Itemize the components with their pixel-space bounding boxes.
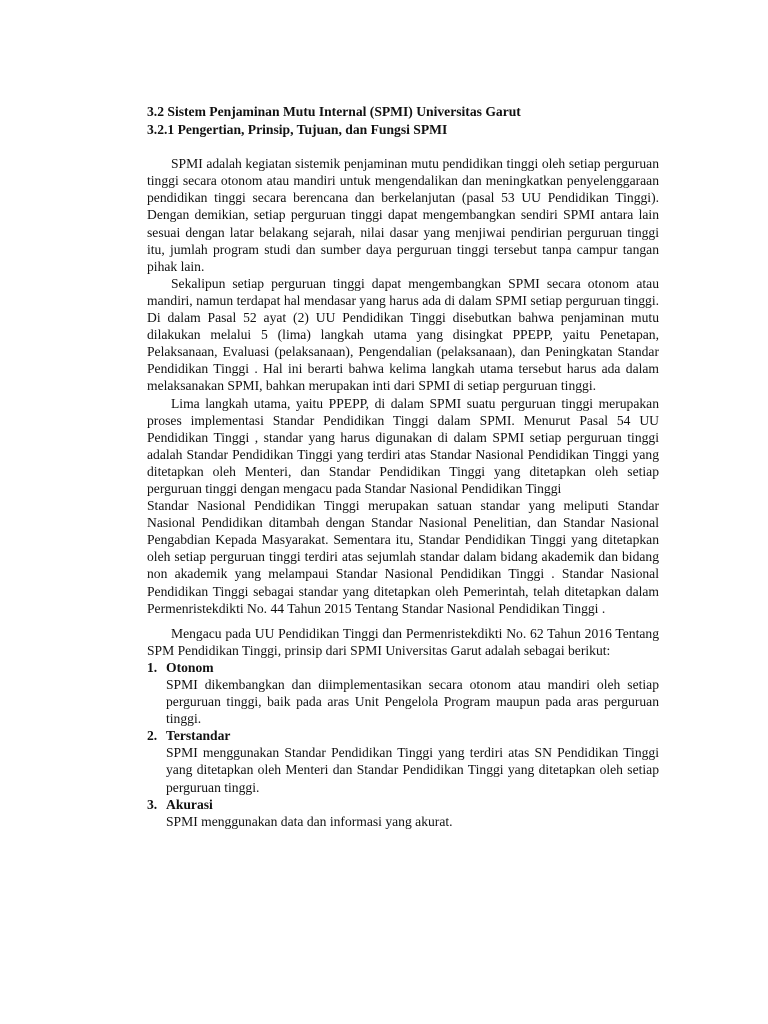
section-heading: 3.2 Sistem Penjaminan Mutu Internal (SPMI) Universitas Garut xyxy=(147,104,521,119)
list-item-description: SPMI menggunakan Standar Pendidikan Tinggi yang terdiri atas SN Pendidikan Tinggi yang ditetapkan oleh Menteri dan Standar Pendidikan Tinggi yang ditetapkan oleh setiap perguruan tinggi. xyxy=(166,745,659,795)
list-item xyxy=(147,659,659,727)
list-item-number: 1. xyxy=(147,659,158,675)
list-item-description: SPMI dikembangkan dan diimplementasikan secara otonom atau mandiri oleh setiap perguruan tinggi, baik pada aras Unit Pengelola Program maupun pada aras perguruan tinggi. xyxy=(166,677,659,727)
list-item xyxy=(147,796,659,830)
principles-list xyxy=(147,659,659,830)
paragraph-national-standards: Standar Nasional Pendidikan Tinggi merupakan satuan standar yang meliputi Standar Nasional Pendidikan ditambah dengan Standar Nasional Penelitian, dan Standar Nasional Pengabdian Kepada Masyarakat. Sementara itu, Standar Pendidikan Tinggi yang ditetapkan oleh setiap perguruan tinggi terdiri atas sejumlah standar dalam bidang akademik dan bidang non akademik yang melampaui Standar Nasional Pendidikan Tinggi . Standar Nasional Pendidikan Tinggi sebagai standar yang ditetapkan oleh Pemerintah, telah ditetapkan dalam Permenristekdikti No. 44 Tahun 2015 Tentang Standar Nasional Pendidikan Tinggi . xyxy=(147,498,659,616)
list-item-number: 2. xyxy=(147,728,158,744)
list-item xyxy=(147,727,659,795)
paragraph-definition: SPMI adalah kegiatan sistemik penjaminan mutu pendidikan tinggi oleh setiap perguruan tinggi secara otonom atau mandiri untuk mengendalikan dan meningkatkan penyelenggaraan pendidikan tinggi secara berencana dan berkelanjutan (pasal 53 UU Pendidikan Tinggi). Dengan demikian, setiap perguruan tinggi dapat mengembangkan sendiri SPMI antara lain sesuai dengan latar belakang sejarah, nilai dasar yang menjiwai pendirian perguruan tinggi itu, jumlah program studi dan sumber daya perguruan tinggi tersebut tanpa campur tangan pihak lain. xyxy=(147,156,659,274)
paragraph-ppepp: Sekalipun setiap perguruan tinggi dapat mengembangkan SPMI secara otonom atau mandiri, namun terdapat hal mendasar yang harus ada di dalam SPMI setiap perguruan tinggi. Di dalam Pasal 52 ayat (2) UU Pendidikan Tinggi disebutkan bahwa penjaminan mutu dilakukan melalui 5 (lima) langkah utama yang disingkat PPEPP, yaitu Penetapan, Pelaksanaan, Evaluasi (pelaksanaan), Pengendalian (pelaksanaan), dan Peningkatan Standar Pendidikan Tinggi . Hal ini berarti bahwa kelima langkah utama tersebut harus ada dalam melaksanakan SPMI, bahkan merupakan inti dari SPMI di setiap perguruan tinggi. xyxy=(147,275,659,394)
list-item-title: Akurasi xyxy=(166,796,213,812)
paragraph-standards: Lima langkah utama, yaitu PPEPP, di dalam SPMI suatu perguruan tinggi merupakan proses implementasi Standar Pendidikan Tinggi dalam SPMI. Menurut Pasal 54 UU Pendidikan Tinggi , standar yang harus digunakan di dalam SPMI setiap perguruan tinggi adalah Standar Pendidikan Tinggi yang terdiri atas Standar Nasional Pendidikan Tinggi yang ditetapkan oleh Menteri, dan Standar Pendidikan Tinggi yang ditetapkan oleh setiap perguruan tinggi dengan mengacu pada Standar Nasional Pendidikan Tinggi xyxy=(147,395,659,496)
list-item-title: Terstandar xyxy=(166,728,231,744)
subsection-heading: 3.2.1 Pengertian, Prinsip, Tujuan, dan Fungsi SPMI xyxy=(147,121,448,137)
list-item-description: SPMI menggunakan data dan informasi yang akurat. xyxy=(166,813,453,829)
list-item-title: Otonom xyxy=(166,659,214,675)
paragraph-principles-intro: Mengacu pada UU Pendidikan Tinggi dan Permenristekdikti No. 62 Tahun 2016 Tentang SPM Pendidikan Tinggi, prinsip dari SPMI Universitas Garut adalah sebagai berikut: xyxy=(147,625,659,658)
document-page xyxy=(147,103,659,830)
list-item-number: 3. xyxy=(147,796,158,812)
